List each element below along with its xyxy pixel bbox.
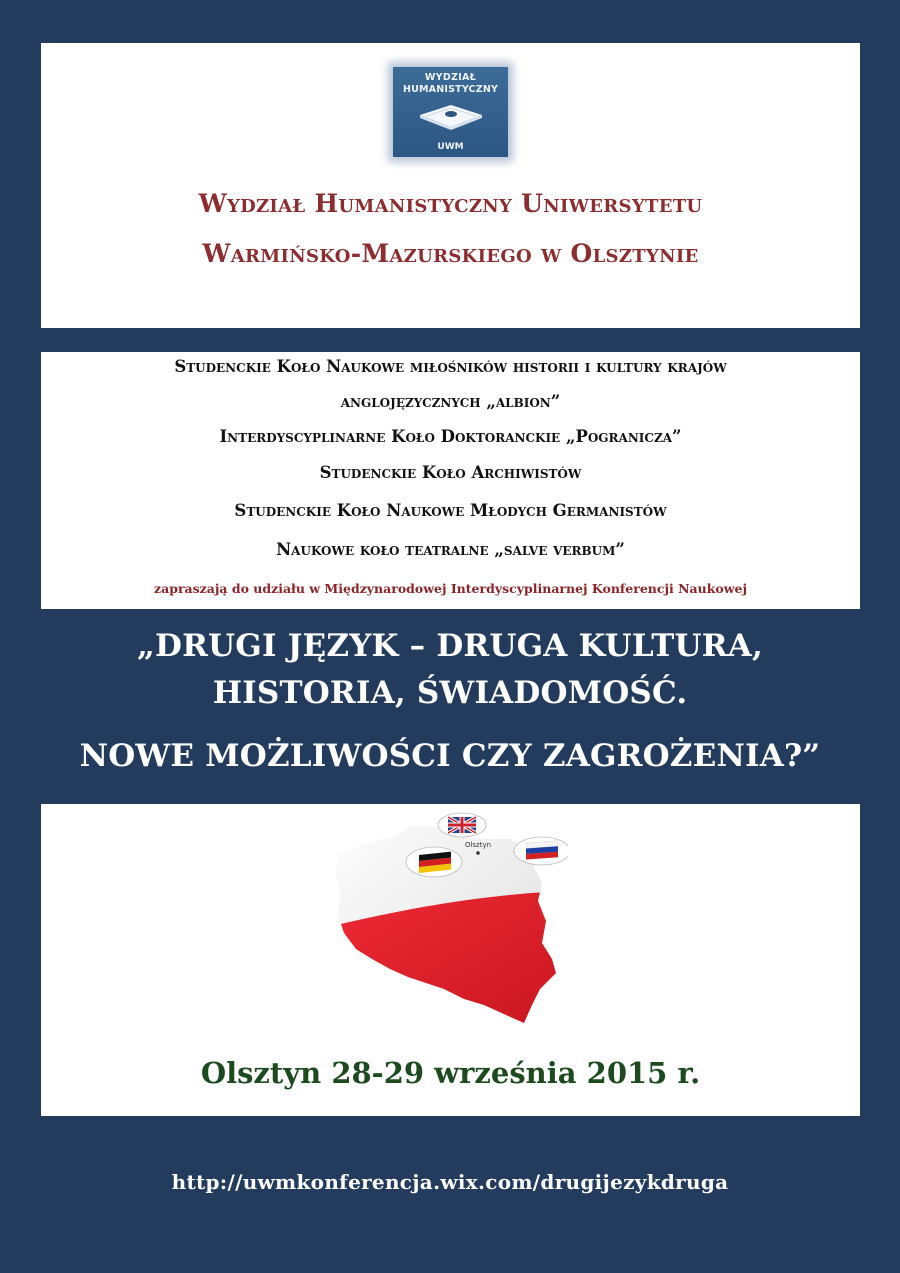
conference-title-line1: „DRUGI JĘZYK – DRUGA KULTURA, — [136, 628, 763, 664]
open-book-icon — [418, 101, 484, 133]
organizer-line: Studenckie Koło Naukowe miłośników historii i kultury krajów — [174, 357, 727, 376]
organizer-line: Interdyscyplinarne Koło Doktoranckie „Pogranicza” — [219, 427, 682, 446]
poland-map — [328, 809, 568, 1034]
germany-flag — [406, 847, 462, 877]
conference-title-line2: HISTORIA, ŚWIADOMOŚĆ. — [212, 675, 688, 711]
organizer-line: Studenckie Koło Naukowe Młodych Germanistów — [234, 501, 667, 520]
conference-website-link[interactable]: http://uwmkonferencja.wix.com/drugijezykdruga — [171, 1170, 729, 1194]
logo-line3: UWM — [437, 142, 464, 152]
poland-map-graphic — [328, 809, 568, 1034]
organizer-line: Naukowe koło teatralne „salve verbum” — [276, 540, 625, 559]
header-panel — [41, 43, 860, 328]
russia-flag — [514, 837, 568, 865]
logo-line1: WYDZIAŁ — [424, 72, 477, 83]
logo-line2: HUMANISTYCZNY — [402, 84, 499, 95]
organizer-line: Studenckie Koło Archiwistów — [319, 463, 582, 482]
organizer-line: anglojęzycznych „albion” — [340, 392, 561, 411]
conference-title-line3: NOWE MOŻLIWOŚCI CZY ZAGROŻENIA?” — [79, 738, 821, 774]
olsztyn-label: Olsztyn — [464, 841, 492, 849]
faculty-name-line2: Warmińsko-Mazurskiego w Olsztynie — [202, 239, 699, 268]
united-kingdom-flag — [438, 813, 486, 837]
organizers-panel — [41, 352, 860, 609]
faculty-name-line1: Wydział Humanistyczny Uniwersytetu — [198, 189, 703, 218]
olsztyn-dot — [476, 851, 480, 855]
invitation-text: zapraszają do udziału w Międzynarodowej Interdyscyplinarnej Konferencji Naukowej — [154, 581, 747, 596]
event-dateline: Olsztyn 28-29 września 2015 r. — [200, 1056, 701, 1090]
map-panel — [41, 804, 860, 1116]
faculty-logo — [393, 67, 508, 157]
